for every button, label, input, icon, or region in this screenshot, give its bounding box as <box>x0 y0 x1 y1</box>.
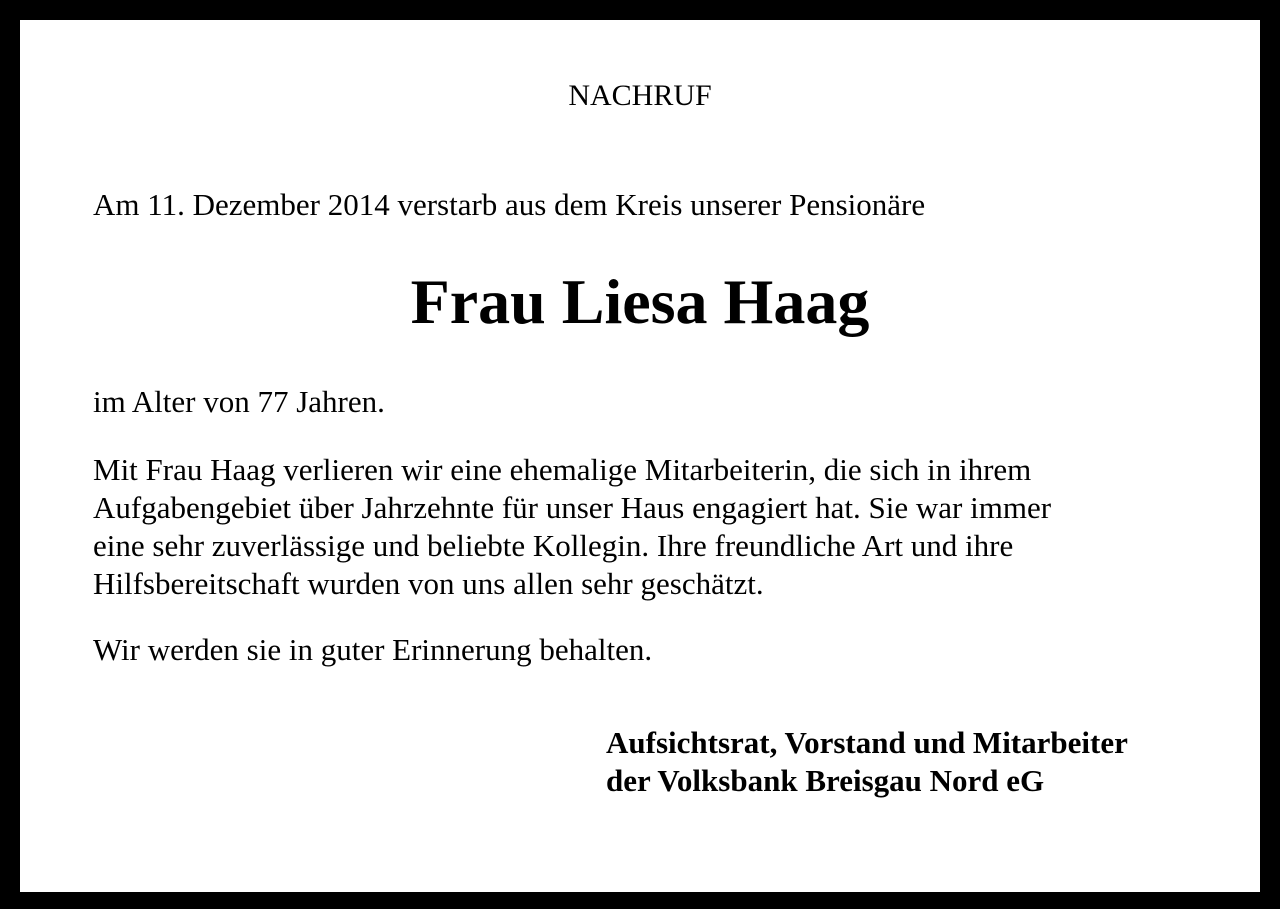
obituary-notice <box>20 20 1260 892</box>
body-line: Aufgabengebiet über Jahrzehnte für unser Haus engagiert hat. Sie war immer <box>93 490 1052 525</box>
notice-heading: NACHRUF <box>568 79 712 112</box>
closing-line: Wir werden sie in guter Erinnerung behalten. <box>93 632 653 667</box>
signature-block <box>606 724 1128 800</box>
deceased-name: Frau Liesa Haag <box>410 266 870 337</box>
body-line: eine sehr zuverlässige und beliebte Kollegin. Ihre freundliche Art und ihre <box>93 528 1014 563</box>
age-line: im Alter von 77 Jahren. <box>93 384 385 419</box>
body-line: Mit Frau Haag verlieren wir eine ehemalige Mitarbeiterin, die sich in ihrem <box>93 452 1032 487</box>
body-paragraph <box>93 451 1233 603</box>
body-line: Hilfsbereitschaft wurden von uns allen sehr geschätzt. <box>93 566 764 601</box>
signature-line: der Volksbank Breisgau Nord eG <box>606 763 1045 798</box>
signature-line: Aufsichtsrat, Vorstand und Mitarbeiter <box>606 725 1128 760</box>
intro-line: Am 11. Dezember 2014 verstarb aus dem Kreis unserer Pensionäre <box>93 187 926 222</box>
